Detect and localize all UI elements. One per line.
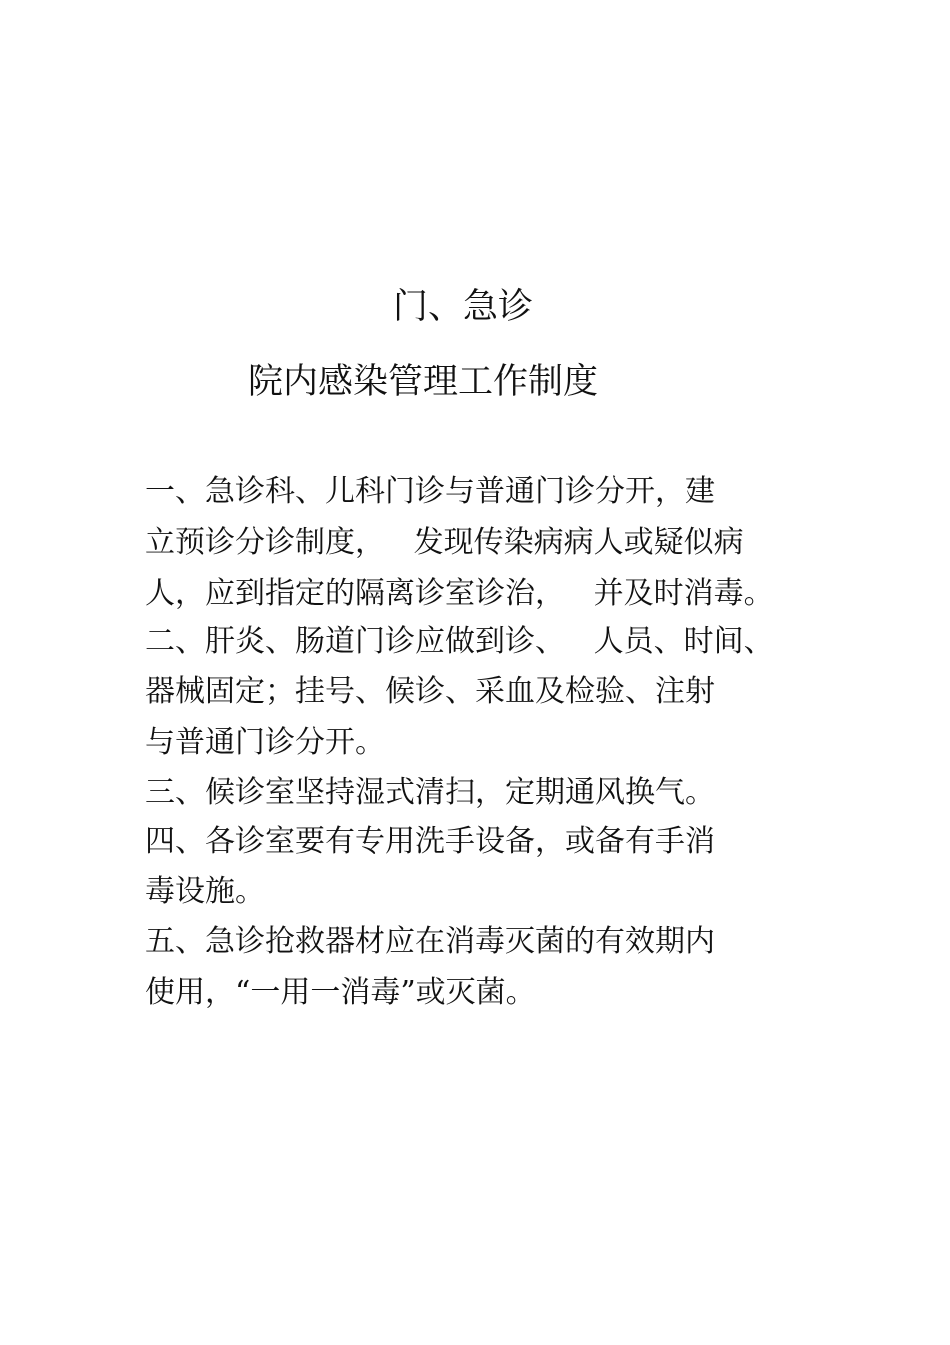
body-text-line: 人，应到指定的隔离诊室诊治， 并及时消毒。 xyxy=(145,576,774,611)
body-text-line: 与普通门诊分开。 xyxy=(145,725,385,760)
body-text-line: 使用，“一用一消毒”或灭菌。 xyxy=(145,975,536,1010)
document-title: 门、急诊 xyxy=(393,287,534,327)
body-text-line: 三、候诊室坚持湿式清扫，定期通风换气。 xyxy=(145,775,715,810)
body-text-line: 四、各诊室要有专用洗手设备，或备有手消 xyxy=(145,824,715,859)
body-text-line: 五、急诊抢救器材应在消毒灭菌的有效期内 xyxy=(145,924,715,959)
body-text-line: 器械固定；挂号、候诊、采血及检验、注射 xyxy=(145,674,715,709)
body-text-line: 毒设施。 xyxy=(145,874,265,909)
document-subtitle: 院内感染管理工作制度 xyxy=(248,362,599,402)
body-text-line: 立预诊分诊制度， 发现传染病病人或疑似病 xyxy=(145,525,744,560)
body-text-line: 一、急诊科、儿科门诊与普通门诊分开，建 xyxy=(145,474,715,509)
body-text-line: 二、肝炎、肠道门诊应做到诊、 人员、时间、 xyxy=(145,624,774,659)
